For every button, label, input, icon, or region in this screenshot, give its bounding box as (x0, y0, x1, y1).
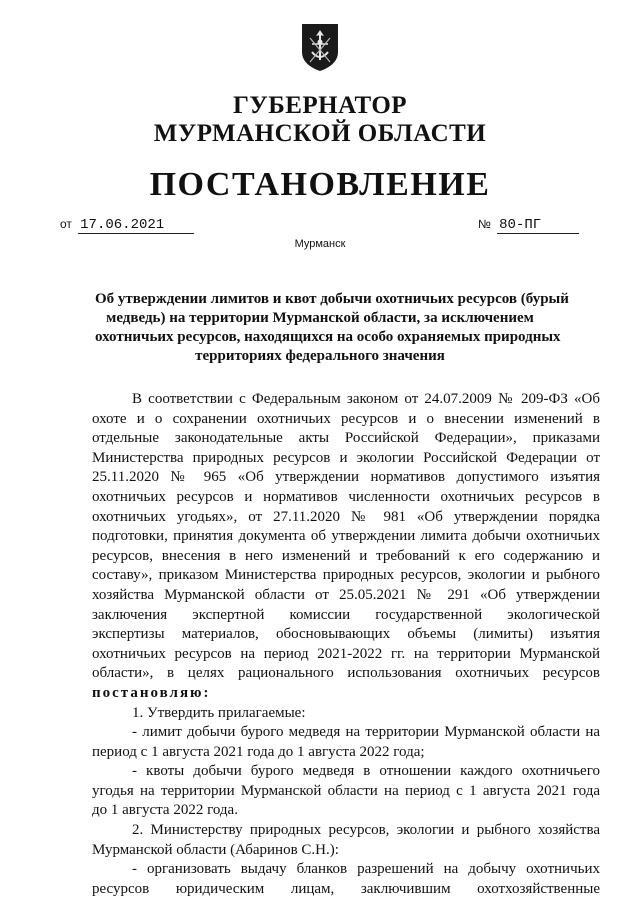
body-line: до 1 августа 2022 года. (92, 802, 238, 819)
body-line: охоте и о сохранении охотничьих ресурсов и о внесении изменений в (92, 410, 600, 427)
number-value: 80-ПГ (497, 217, 579, 234)
body-line: Мурманской области (Абаринов С.Н.): (92, 841, 339, 858)
body-line: охотничьих ресурсов и нормативов численности охотничьих ресурсов в (92, 488, 600, 505)
date-prefix: от (60, 217, 72, 231)
number-prefix: № (478, 217, 491, 231)
document-body (92, 390, 600, 899)
body-line: подготовки, принятия документа об утверждении лимита добычи охотничьих (92, 528, 600, 545)
subject-line: охотничьих ресурсов, находящихся на особо охраняемых природных (95, 329, 561, 345)
body-line: Министерства природных ресурсов и экологии Российской Федерации от (92, 449, 600, 466)
body-line: угодья на территории Мурманской области на период с 1 августа 2021 года (92, 782, 600, 799)
body-line: хозяйства Мурманской области от 25.05.2021 № 291 «Об утверждении (92, 586, 600, 603)
date-value: 17.06.2021 (78, 217, 194, 234)
coat-of-arms-icon (300, 22, 340, 72)
body-line: период с 1 августа 2021 года до 1 августа 2022 года; (92, 743, 425, 760)
body-line: 25.11.2020 № 965 «Об утверждении нормативов допустимого изъятия (92, 469, 600, 486)
city-name: Мурманск (294, 238, 346, 250)
body-line: - организовать выдачу бланков разрешений на добычу охотничьих (132, 861, 600, 878)
body-line: экспертизы материалов, обосновывающих объемы (лимиты) изъятия (92, 626, 600, 643)
body-line: охотничьих ресурсов на период 2021-2022 гг. на территории Мурманской (92, 645, 600, 662)
document-date (60, 216, 194, 234)
body-line: отдельные законодательные акты Российской Федерации», приказами (92, 430, 600, 447)
body-line: 2. Министерству природных ресурсов, экологии и рыбного хозяйства (132, 822, 600, 839)
subject-line: территориях федерального значения (195, 348, 445, 364)
body-line: В соответствии с Федеральным законом от 24.07.2009 № 209-ФЗ «Об (132, 391, 600, 407)
body-line: ресурсов юридическим лицам, заключившим охотхозяйственные (92, 880, 600, 897)
authority-region: МУРМАНСКОЙ ОБЛАСТИ (153, 120, 487, 147)
body-line: ресурсов, внесения в него изменений и требований к его содержанию и (92, 547, 600, 564)
body-line: области», в целях рационального использования охотничьих ресурсов (92, 665, 600, 682)
decree-verb: постановляю: (92, 684, 211, 701)
document-subject (95, 290, 569, 366)
body-line: заключения экспертной комиссии государственной экологической (92, 606, 600, 623)
body-line: - квоты добычи бурого медведя в отношении каждого охотничьего (132, 763, 600, 780)
document-type-title: ПОСТАНОВЛЕНИЕ (149, 166, 491, 203)
subject-line: медведь) на территории Мурманской области, за исключением (106, 310, 534, 326)
body-line: 1. Утвердить прилагаемые: (132, 704, 306, 721)
body-line: составу», приказом Министерства природных ресурсов, экологии и рыбного (92, 567, 600, 584)
body-line: - лимит добычи бурого медведя на территории Мурманской области на (132, 724, 600, 741)
authority-title: ГУБЕРНАТОР (232, 92, 408, 119)
subject-line: Об утверждении лимитов и квот добычи охотничьих ресурсов (бурый (95, 291, 569, 307)
body-line: охотничьих угодьях», от 27.11.2020 № 981 «Об утверждении порядка (92, 508, 600, 525)
document-number (478, 216, 579, 234)
